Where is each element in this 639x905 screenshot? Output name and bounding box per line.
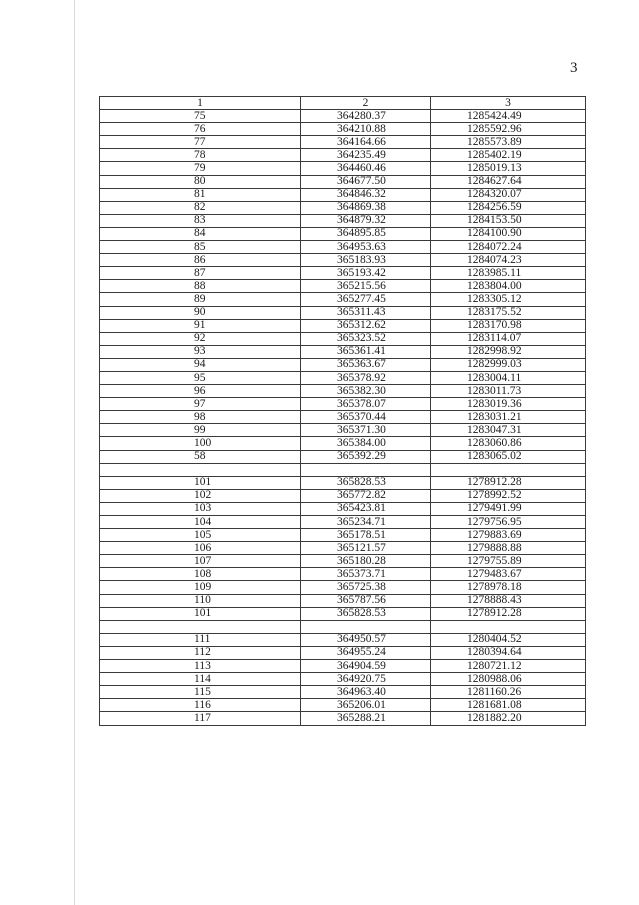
point-number-cell: 113	[100, 660, 301, 673]
point-number-cell: 110	[100, 594, 301, 607]
point-number-cell: 116	[100, 699, 301, 712]
x-coordinate-cell: 364904.59	[301, 660, 431, 673]
table-row	[100, 646, 586, 659]
table-row	[100, 319, 586, 332]
coordinates-table	[99, 96, 586, 726]
table-row	[100, 162, 586, 175]
table-row	[100, 542, 586, 555]
x-coordinate-cell: 365363.67	[301, 358, 431, 371]
table-row	[100, 149, 586, 162]
x-coordinate-cell: 365183.93	[301, 254, 431, 267]
y-coordinate-cell: 1279491.99	[431, 502, 586, 515]
y-coordinate-cell: 1283047.31	[431, 424, 586, 437]
table-row	[100, 214, 586, 227]
y-coordinate-cell: 1278978.18	[431, 581, 586, 594]
point-number-cell: 85	[100, 241, 301, 254]
y-coordinate-cell: 1280404.52	[431, 633, 586, 646]
table-row	[100, 241, 586, 254]
y-coordinate-cell: 1284320.07	[431, 188, 586, 201]
table-row	[100, 633, 586, 646]
point-number-cell: 89	[100, 293, 301, 306]
point-number-cell: 58	[100, 450, 301, 463]
point-number-cell: 100	[100, 437, 301, 450]
point-number-cell: 104	[100, 516, 301, 529]
table-header-row	[100, 97, 586, 110]
point-number-cell: 83	[100, 214, 301, 227]
x-coordinate-cell: 365323.52	[301, 332, 431, 345]
y-coordinate-cell: 1284153.50	[431, 214, 586, 227]
y-coordinate-cell: 1284074.23	[431, 254, 586, 267]
x-coordinate-cell: 364869.38	[301, 201, 431, 214]
table-row	[100, 686, 586, 699]
table-row	[100, 188, 586, 201]
x-coordinate-cell: 365725.38	[301, 581, 431, 594]
y-coordinate-cell: 1283060.86	[431, 437, 586, 450]
point-number-cell: 95	[100, 371, 301, 384]
x-coordinate-cell: 365371.30	[301, 424, 431, 437]
point-number-cell: 88	[100, 280, 301, 293]
y-coordinate-cell: 1283114.07	[431, 332, 586, 345]
point-number-cell: 103	[100, 502, 301, 515]
x-coordinate-cell: 365378.07	[301, 398, 431, 411]
x-coordinate-cell: 365382.30	[301, 385, 431, 398]
x-coordinate-cell: 365312.62	[301, 319, 431, 332]
y-coordinate-cell: 1283004.11	[431, 371, 586, 384]
y-coordinate-cell: 1284627.64	[431, 175, 586, 188]
x-coordinate-cell: 365772.82	[301, 489, 431, 502]
y-coordinate-cell: 1282998.92	[431, 345, 586, 358]
point-number-cell: 117	[100, 712, 301, 725]
y-coordinate-cell: 1285424.49	[431, 110, 586, 123]
y-coordinate-cell	[431, 463, 586, 476]
x-coordinate-cell: 364895.85	[301, 227, 431, 240]
point-number-cell: 80	[100, 175, 301, 188]
y-coordinate-cell: 1279888.88	[431, 542, 586, 555]
point-number-cell: 101	[100, 476, 301, 489]
x-coordinate-cell: 365828.53	[301, 607, 431, 620]
table-row	[100, 555, 586, 568]
x-coordinate-cell: 365178.51	[301, 529, 431, 542]
point-number-cell: 94	[100, 358, 301, 371]
y-coordinate-cell: 1283065.02	[431, 450, 586, 463]
column-header-y: 3	[431, 97, 586, 110]
y-coordinate-cell: 1280721.12	[431, 660, 586, 673]
point-number-cell: 93	[100, 345, 301, 358]
y-coordinate-cell: 1281160.26	[431, 686, 586, 699]
table-row	[100, 712, 586, 725]
table-body	[100, 110, 586, 725]
point-number-cell: 102	[100, 489, 301, 502]
x-coordinate-cell: 364210.88	[301, 123, 431, 136]
table-row	[100, 476, 586, 489]
x-coordinate-cell: 365311.43	[301, 306, 431, 319]
point-number-cell: 99	[100, 424, 301, 437]
x-coordinate-cell: 364963.40	[301, 686, 431, 699]
point-number-cell: 106	[100, 542, 301, 555]
y-coordinate-cell: 1283305.12	[431, 293, 586, 306]
y-coordinate-cell: 1279756.95	[431, 516, 586, 529]
y-coordinate-cell: 1285402.19	[431, 149, 586, 162]
point-number-cell: 78	[100, 149, 301, 162]
x-coordinate-cell: 365787.56	[301, 594, 431, 607]
point-number-cell: 75	[100, 110, 301, 123]
table-row	[100, 437, 586, 450]
table-row	[100, 489, 586, 502]
y-coordinate-cell: 1280988.06	[431, 673, 586, 686]
point-number-cell: 84	[100, 227, 301, 240]
point-number-cell: 79	[100, 162, 301, 175]
point-number-cell: 90	[100, 306, 301, 319]
table-row	[100, 502, 586, 515]
table-row	[100, 411, 586, 424]
table-row	[100, 620, 586, 633]
point-number-cell: 81	[100, 188, 301, 201]
x-coordinate-cell: 365423.81	[301, 502, 431, 515]
column-header-point: 1	[100, 97, 301, 110]
table-row	[100, 345, 586, 358]
x-coordinate-cell: 365373.71	[301, 568, 431, 581]
y-coordinate-cell: 1284256.59	[431, 201, 586, 214]
table-row	[100, 529, 586, 542]
x-coordinate-cell: 365288.21	[301, 712, 431, 725]
y-coordinate-cell: 1282999.03	[431, 358, 586, 371]
y-coordinate-cell: 1285573.89	[431, 136, 586, 149]
x-coordinate-cell: 364164.66	[301, 136, 431, 149]
y-coordinate-cell: 1279755.89	[431, 555, 586, 568]
table-row	[100, 673, 586, 686]
x-coordinate-cell: 365392.29	[301, 450, 431, 463]
x-coordinate-cell: 364955.24	[301, 646, 431, 659]
x-coordinate-cell: 365215.56	[301, 280, 431, 293]
point-number-cell: 86	[100, 254, 301, 267]
table-row	[100, 110, 586, 123]
table-row	[100, 280, 586, 293]
x-coordinate-cell: 364235.49	[301, 149, 431, 162]
x-coordinate-cell: 365384.00	[301, 437, 431, 450]
y-coordinate-cell: 1278912.28	[431, 476, 586, 489]
table-row	[100, 699, 586, 712]
table-row	[100, 306, 586, 319]
y-coordinate-cell: 1278888.43	[431, 594, 586, 607]
point-number-cell: 101	[100, 607, 301, 620]
point-number-cell: 98	[100, 411, 301, 424]
y-coordinate-cell: 1283175.52	[431, 306, 586, 319]
x-coordinate-cell: 364677.50	[301, 175, 431, 188]
x-coordinate-cell: 364953.63	[301, 241, 431, 254]
x-coordinate-cell: 364280.37	[301, 110, 431, 123]
x-coordinate-cell: 365180.28	[301, 555, 431, 568]
point-number-cell: 77	[100, 136, 301, 149]
table-row	[100, 424, 586, 437]
table-row	[100, 463, 586, 476]
point-number-cell: 97	[100, 398, 301, 411]
x-coordinate-cell: 364846.32	[301, 188, 431, 201]
x-coordinate-cell: 365361.41	[301, 345, 431, 358]
page-margin-line	[74, 0, 75, 905]
point-number-cell	[100, 620, 301, 633]
point-number-cell	[100, 463, 301, 476]
x-coordinate-cell: 365234.71	[301, 516, 431, 529]
x-coordinate-cell: 364920.75	[301, 673, 431, 686]
x-coordinate-cell: 364460.46	[301, 162, 431, 175]
table-row	[100, 450, 586, 463]
table-row	[100, 516, 586, 529]
x-coordinate-cell	[301, 463, 431, 476]
point-number-cell: 105	[100, 529, 301, 542]
table-row	[100, 293, 586, 306]
y-coordinate-cell: 1283011.73	[431, 385, 586, 398]
point-number-cell: 114	[100, 673, 301, 686]
table-row	[100, 136, 586, 149]
y-coordinate-cell: 1279883.69	[431, 529, 586, 542]
y-coordinate-cell: 1279483.67	[431, 568, 586, 581]
table-row	[100, 123, 586, 136]
y-coordinate-cell: 1285592.96	[431, 123, 586, 136]
table-row	[100, 568, 586, 581]
y-coordinate-cell: 1283019.36	[431, 398, 586, 411]
y-coordinate-cell: 1280394.64	[431, 646, 586, 659]
point-number-cell: 111	[100, 633, 301, 646]
x-coordinate-cell: 365378.92	[301, 371, 431, 384]
table-row	[100, 201, 586, 214]
table-row	[100, 358, 586, 371]
y-coordinate-cell: 1278912.28	[431, 607, 586, 620]
x-coordinate-cell: 365121.57	[301, 542, 431, 555]
table-row	[100, 398, 586, 411]
table-row	[100, 581, 586, 594]
x-coordinate-cell: 365206.01	[301, 699, 431, 712]
y-coordinate-cell: 1284100.90	[431, 227, 586, 240]
point-number-cell: 87	[100, 267, 301, 280]
y-coordinate-cell: 1281681.08	[431, 699, 586, 712]
point-number-cell: 109	[100, 581, 301, 594]
y-coordinate-cell: 1283985.11	[431, 267, 586, 280]
table-row	[100, 660, 586, 673]
y-coordinate-cell: 1285019.13	[431, 162, 586, 175]
table-row	[100, 254, 586, 267]
page-number: 3	[570, 60, 578, 76]
table-row	[100, 607, 586, 620]
table-row	[100, 385, 586, 398]
point-number-cell: 112	[100, 646, 301, 659]
point-number-cell: 76	[100, 123, 301, 136]
column-header-x: 2	[301, 97, 431, 110]
y-coordinate-cell	[431, 620, 586, 633]
x-coordinate-cell: 365193.42	[301, 267, 431, 280]
x-coordinate-cell	[301, 620, 431, 633]
point-number-cell: 82	[100, 201, 301, 214]
y-coordinate-cell: 1283804.00	[431, 280, 586, 293]
table-row	[100, 332, 586, 345]
y-coordinate-cell: 1284072.24	[431, 241, 586, 254]
x-coordinate-cell: 365828.53	[301, 476, 431, 489]
x-coordinate-cell: 365277.45	[301, 293, 431, 306]
x-coordinate-cell: 364879.32	[301, 214, 431, 227]
y-coordinate-cell: 1283031.21	[431, 411, 586, 424]
table-row	[100, 267, 586, 280]
point-number-cell: 96	[100, 385, 301, 398]
y-coordinate-cell: 1278992.52	[431, 489, 586, 502]
table-row	[100, 371, 586, 384]
table-row	[100, 594, 586, 607]
table-row	[100, 175, 586, 188]
point-number-cell: 91	[100, 319, 301, 332]
point-number-cell: 107	[100, 555, 301, 568]
point-number-cell: 92	[100, 332, 301, 345]
y-coordinate-cell: 1283170.98	[431, 319, 586, 332]
x-coordinate-cell: 364950.57	[301, 633, 431, 646]
point-number-cell: 108	[100, 568, 301, 581]
y-coordinate-cell: 1281882.20	[431, 712, 586, 725]
x-coordinate-cell: 365370.44	[301, 411, 431, 424]
table-row	[100, 227, 586, 240]
point-number-cell: 115	[100, 686, 301, 699]
